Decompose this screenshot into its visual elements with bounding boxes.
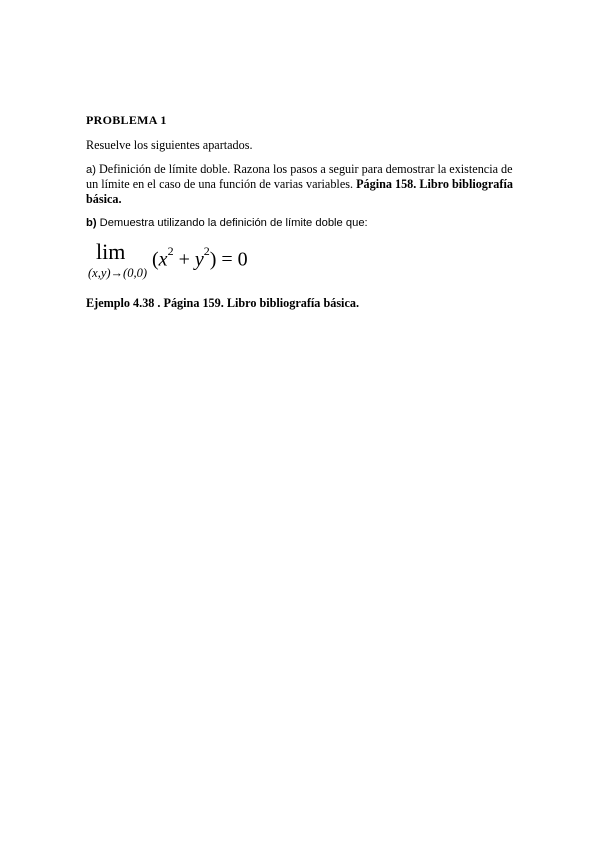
intro-text: Resuelve los siguientes apartados. xyxy=(86,138,253,152)
part-a xyxy=(86,162,516,207)
var-y: y xyxy=(194,248,204,271)
document-content xyxy=(86,112,516,311)
problem-title: PROBLEMA 1 xyxy=(86,113,167,127)
part-a-label: a) xyxy=(86,163,96,176)
var-x: x xyxy=(158,248,168,271)
x-exponent: 2 xyxy=(167,243,174,258)
limit-expression xyxy=(152,242,248,272)
part-a-reference: Página 158. Libro bibliografía básica. xyxy=(86,177,513,206)
open-paren: ( xyxy=(152,248,159,271)
example-reference: Ejemplo 4.38 . Página 159. Libro bibliografía básica. xyxy=(86,295,359,310)
lim-subscript: (x,y)→(0,0) xyxy=(88,265,147,280)
y-exponent: 2 xyxy=(203,243,210,258)
part-b xyxy=(86,215,516,231)
part-b-text: Demuestra utilizando la definición de límite doble que: xyxy=(99,217,368,229)
part-b-label: b) xyxy=(86,217,97,229)
plus-sign: + xyxy=(173,248,195,271)
close-equals: ) = 0 xyxy=(209,248,248,271)
lim-operator: lim xyxy=(96,238,126,264)
limit-formula xyxy=(86,240,516,290)
part-a-text: Definición de límite doble. Razona los pasos a seguir para demostrar la existencia de un límite en el caso de una función de varias variables. xyxy=(86,161,513,191)
